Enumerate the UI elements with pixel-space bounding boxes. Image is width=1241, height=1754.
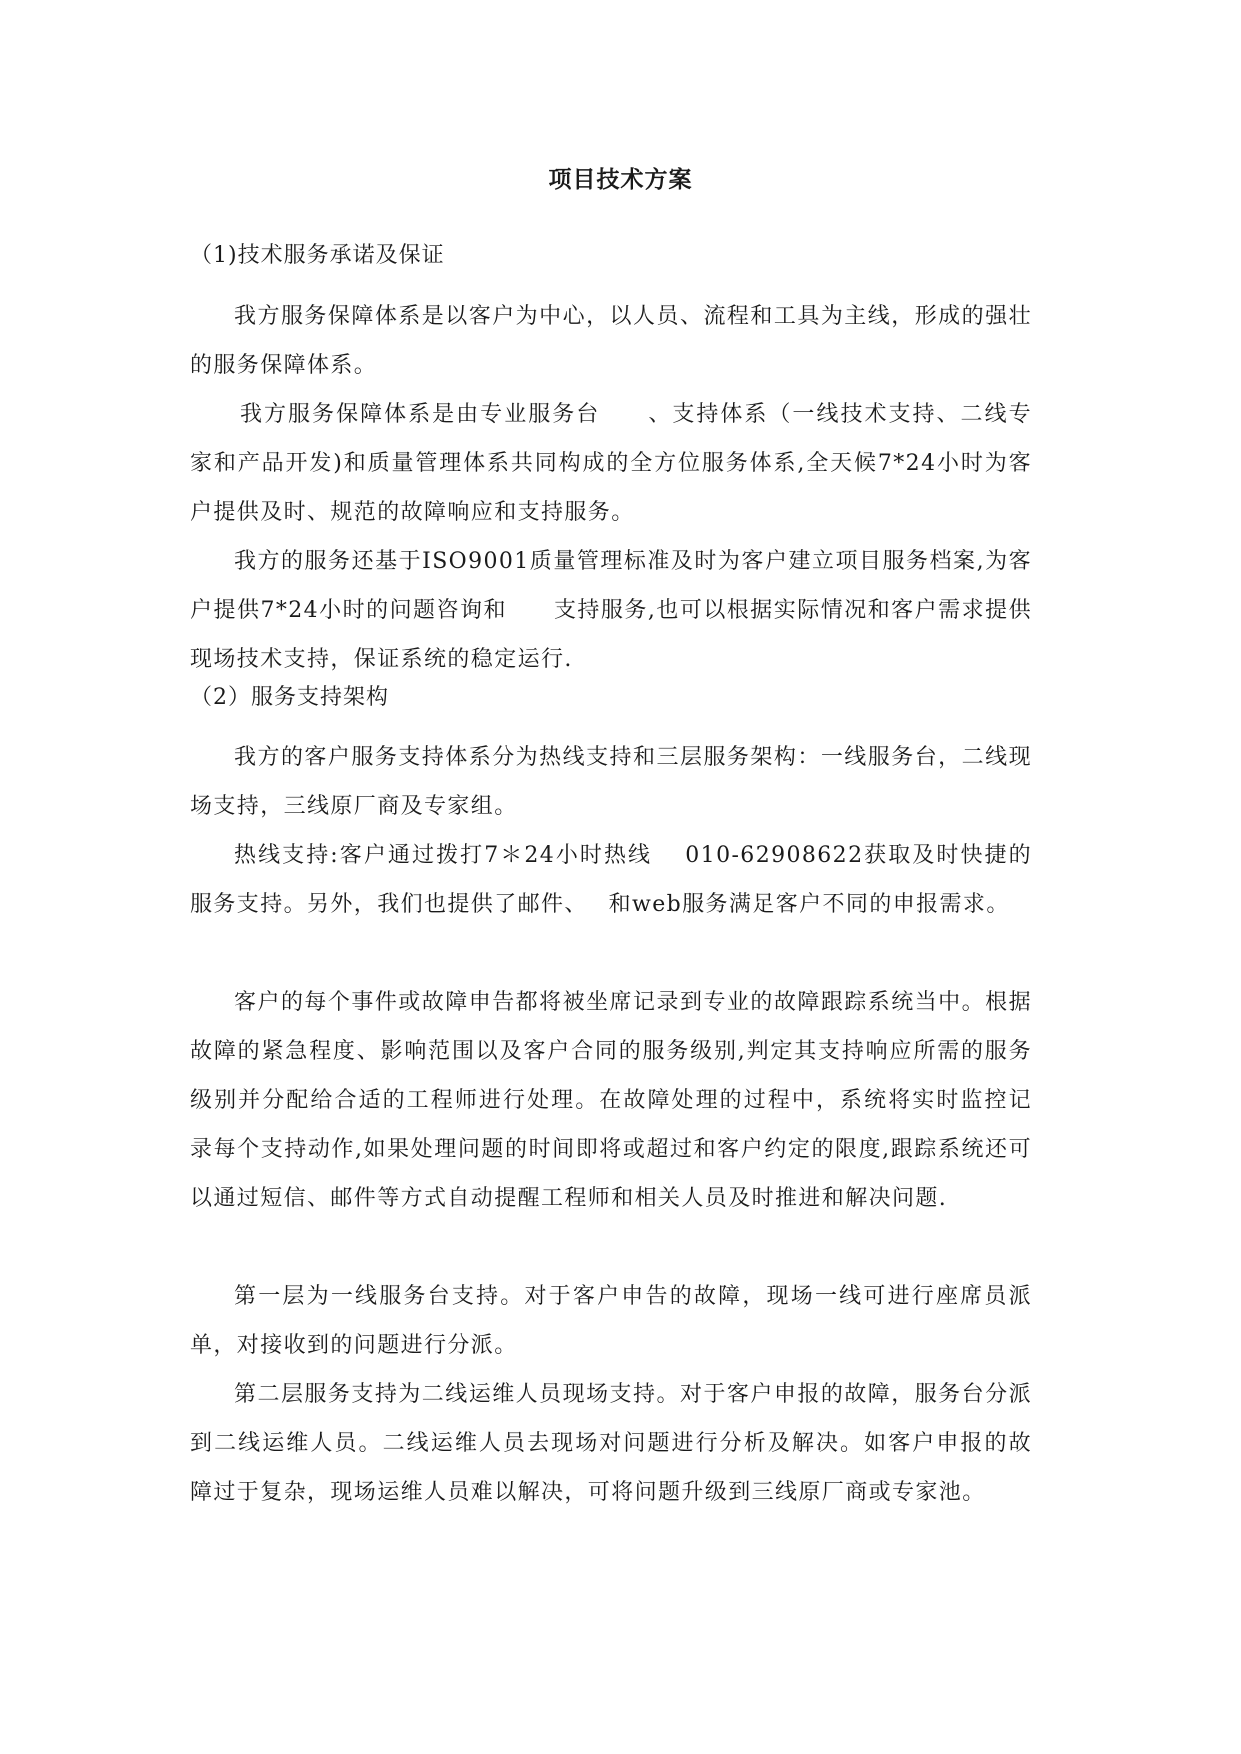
section-1-paragraph: 我方的服务还基于ISO9001质量管理标准及时为客户建立项目服务档案,为客户提供7*24小时的问题咨询和 支持服务,也可以根据实际情况和客户需求提供现场技术支持，保证系统的稳定运行. [190, 549, 1032, 672]
section-2-heading: （2）服务支持架构 [190, 685, 389, 710]
section-2-paragraph: 第二层服务支持为二线运维人员现场支持。对于客户申报的故障，服务台分派到二线运维人员。二线运维人员去现场对问题进行分析及解决。如客户申报的故障过于复杂，现场运维人员难以解决，可将问题升级到三线原厂商或专家池。 [190, 1382, 1032, 1505]
section-2-paragraph: 客户的每个事件或故障申告都将被坐席记录到专业的故障跟踪系统当中。根据故障的紧急程度、影响范围以及客户合同的服务级别,判定其支持响应所需的服务级别并分配给合适的工程师进行处理。在故障处理的过程中，系统将实时监控记录每个支持动作,如果处理问题的时间即将或超过和客户约定的限度,跟踪系统还可以通过短信、邮件等方式自动提醒工程师和相关人员及时推进和解决问题. [190, 990, 1032, 1211]
section-1-heading: （1)技术服务承诺及保证 [190, 243, 445, 268]
section-2-paragraph: 我方的客户服务支持体系分为热线支持和三层服务架构：一线服务台，二线现场支持，三线原厂商及专家组。 [190, 745, 1032, 819]
section-2-paragraph: 热线支持:客户通过拨打7＊24小时热线 010-62908622获取及时快捷的服务支持。另外，我们也提供了邮件、 和web服务满足客户不同的申报需求。 [190, 843, 1032, 917]
section-1-paragraph: 我方服务保障体系是由专业服务台 、支持体系（一线技术支持、二线专家和产品开发)和质量管理体系共同构成的全方位服务体系,全天候7*24小时为客户提供及时、规范的故障响应和支持服务。 [190, 402, 1032, 525]
section-2-paragraph: 第一层为一线服务台支持。对于客户申告的故障，现场一线可进行座席员派单，对接收到的问题进行分派。 [190, 1284, 1032, 1358]
section-1-paragraph: 我方服务保障体系是以客户为中心，以人员、流程和工具为主线，形成的强壮的服务保障体系。 [190, 304, 1032, 378]
document-title: 项目技术方案 [548, 167, 693, 193]
